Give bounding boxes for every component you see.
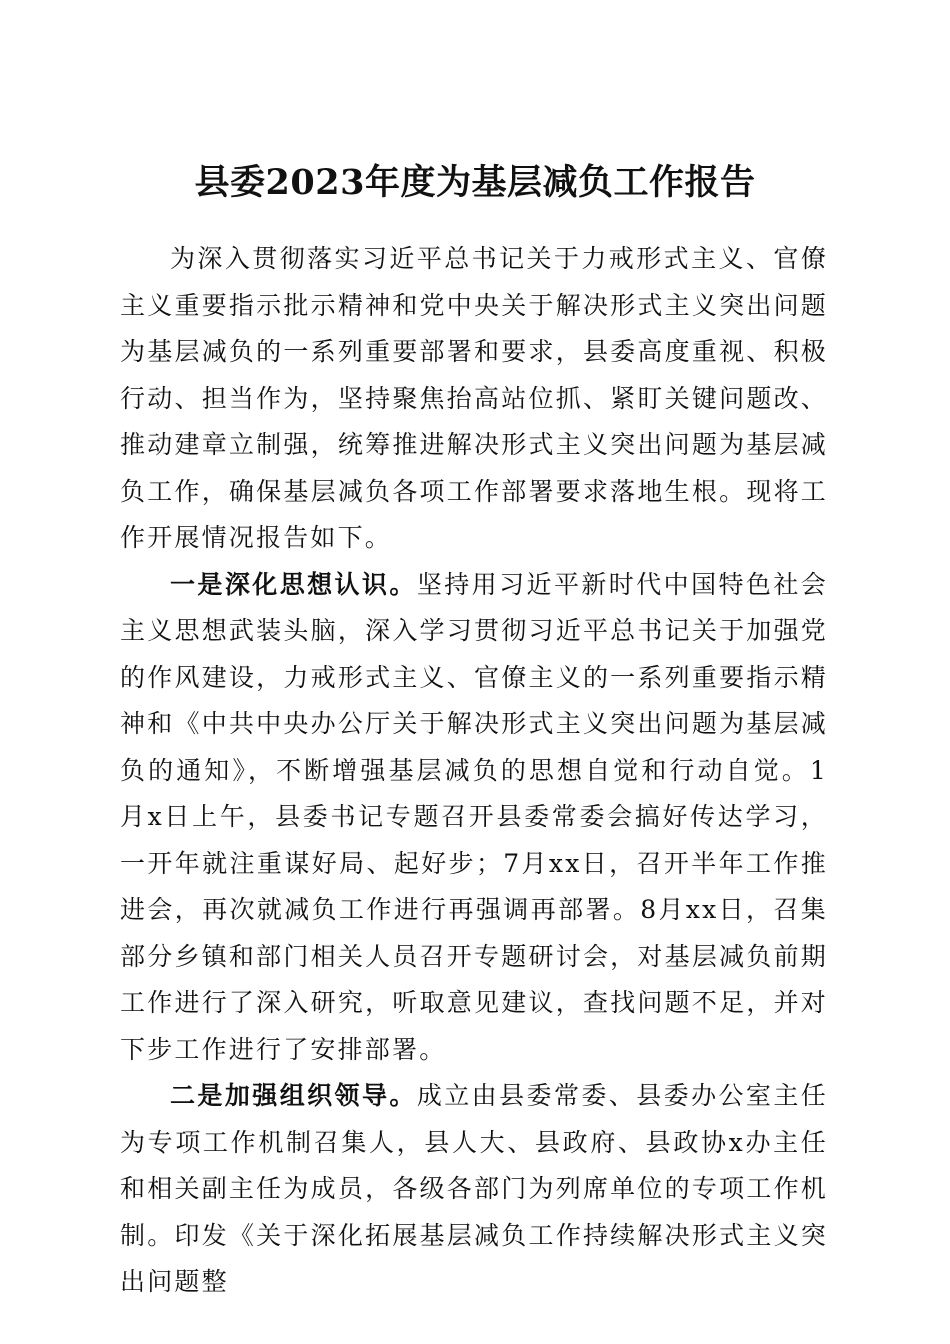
intro-paragraph: 为深入贯彻落实习近平总书记关于力戒形式主义、官僚主义重要指示批示精神和党中央关于解决形式主义突出问题为基层减负的一系列重要部署和要求，县委高度重视、积极行动、担当作为，坚持聚焦抬高站位抓、紧盯关键问题改、推动建章立制强，统筹推进解决形式主义突出问题为基层减负工作，确保基层减负各项工作部署要求落地生根。现将工作开展情况报告如下。 <box>120 244 828 552</box>
section-paragraph-2 <box>120 1073 828 1306</box>
document-title: 县委2023年度为基层减负工作报告 <box>194 162 756 204</box>
section-2-text: 成立由县委常委、县委办公室主任为专项工作机制召集人，县人大、县政府、县政协x办主任和相关副主任为成员，各级各部门为列席单位的专项工作机制。印发《关于深化拓展基层减负工作持续解决形式主义突出问题整 <box>120 1081 828 1296</box>
section-1-lead: 一是深化思想认识。 <box>170 569 417 599</box>
document-body <box>120 236 828 1306</box>
section-paragraph-1 <box>120 562 828 1074</box>
section-1-text: 坚持用习近平新时代中国特色社会主义思想武装头脑，深入学习贯彻习近平总书记关于加强党的作风建设，力戒形式主义、官僚主义的一系列重要指示精神和《中共中央办公厅关于解决形式主义突出问题为基层减负的通知》，不断增强基层减负的思想自觉和行动自觉。1月x日上午，县委书记专题召开县委常委会搞好传达学习，一开年就注重谋好局、起好步；7月xx日，召开半年工作推进会，再次就减负工作进行再强调再部署。8月xx日，召集部分乡镇和部门相关人员召开专题研讨会，对基层减负前期工作进行了深入研究，听取意见建议，查找问题不足，并对下步工作进行了安排部署。 <box>120 569 828 1064</box>
section-2-lead: 二是加强组织领导。 <box>170 1081 417 1110</box>
